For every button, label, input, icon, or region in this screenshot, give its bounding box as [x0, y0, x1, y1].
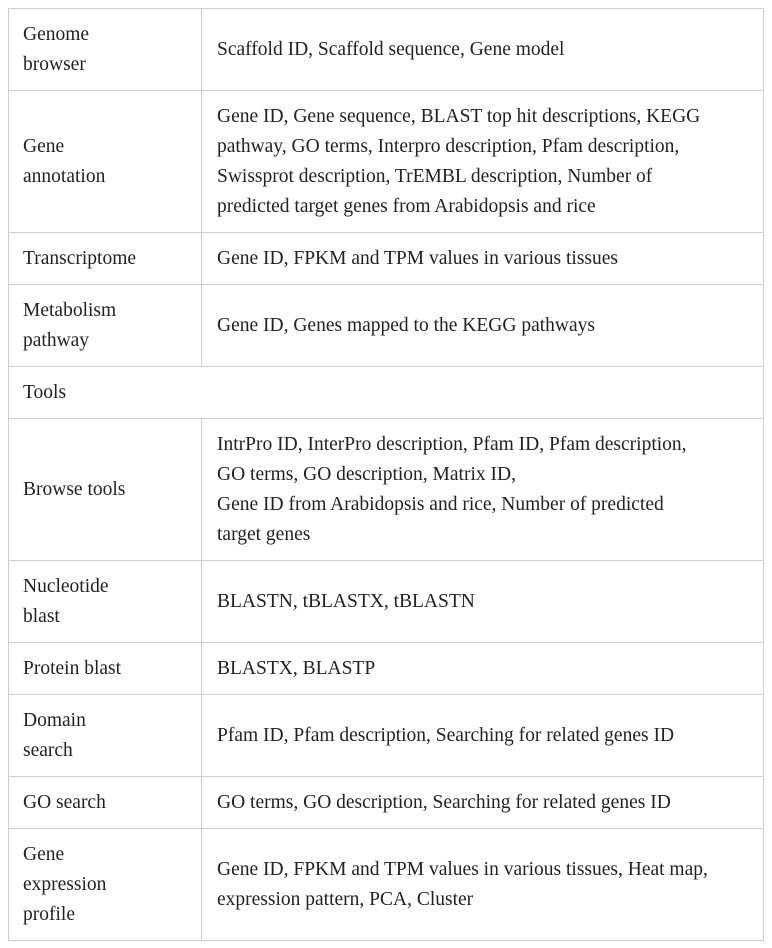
table-row — [9, 829, 764, 941]
row-content — [202, 419, 764, 561]
row-label-line: search — [23, 739, 73, 761]
table-row — [9, 695, 764, 777]
row-content-line: Pfam ID, Pfam description, Searching for related genes ID — [217, 724, 675, 746]
row-label-line: Gene — [23, 135, 65, 157]
row-content — [202, 643, 764, 695]
row-content-line: Gene ID, Gene sequence, BLAST top hit descriptions, KEGG — [217, 105, 701, 127]
row-label — [9, 829, 202, 941]
row-label-line: blast — [23, 605, 60, 627]
table-row — [9, 643, 764, 695]
row-label-line: pathway — [23, 329, 90, 351]
row-label-line: Protein blast — [23, 657, 122, 679]
row-label — [9, 419, 202, 561]
row-content — [202, 829, 764, 941]
features-table-container — [8, 8, 764, 941]
row-label-line: GO search — [23, 791, 106, 813]
row-content-line: predicted target genes from Arabidopsis and rice — [217, 195, 596, 217]
table-row — [9, 285, 764, 367]
row-content-line: pathway, GO terms, Interpro description, Pfam description, — [217, 135, 680, 157]
row-content-line: GO terms, GO description, Searching for related genes ID — [217, 791, 671, 813]
row-label-line: browser — [23, 53, 86, 75]
row-label-line: expression — [23, 873, 107, 895]
row-label — [9, 695, 202, 777]
table-row — [9, 233, 764, 285]
row-content-line: BLASTX, BLASTP — [217, 657, 376, 679]
row-label — [9, 643, 202, 695]
row-label — [9, 233, 202, 285]
row-content-line: Gene ID from Arabidopsis and rice, Number of predicted — [217, 493, 664, 515]
table-row — [9, 91, 764, 233]
row-label-line: annotation — [23, 165, 106, 187]
row-content-line: GO terms, GO description, Matrix ID, — [217, 463, 516, 485]
row-content — [202, 233, 764, 285]
row-label-line: Genome — [23, 23, 90, 45]
row-content — [202, 9, 764, 91]
row-content-line: BLASTN, tBLASTX, tBLASTN — [217, 590, 475, 612]
row-label-line: Domain — [23, 709, 86, 731]
row-content-line: Gene ID, Genes mapped to the KEGG pathways — [217, 314, 595, 336]
features-table — [8, 8, 764, 941]
section-heading: Tools — [9, 367, 764, 419]
row-content-line: Scaffold ID, Scaffold sequence, Gene model — [217, 38, 565, 60]
row-label — [9, 9, 202, 91]
row-content-line: IntrPro ID, InterPro description, Pfam ID, Pfam description, — [217, 433, 687, 455]
row-label-line: Browse tools — [23, 478, 126, 500]
table-row — [9, 9, 764, 91]
table-row — [9, 561, 764, 643]
row-label-line: Metabolism — [23, 299, 117, 321]
row-content — [202, 777, 764, 829]
row-content-line: expression pattern, PCA, Cluster — [217, 888, 474, 910]
row-label-line: profile — [23, 903, 75, 925]
row-content-line: Swissprot description, TrEMBL description, Number of — [217, 165, 653, 187]
row-content-line: Gene ID, FPKM and TPM values in various tissues — [217, 247, 618, 269]
row-content-line: Gene ID, FPKM and TPM values in various tissues, Heat map, — [217, 858, 708, 880]
row-label-line: Transcriptome — [23, 247, 137, 269]
row-label — [9, 561, 202, 643]
section-row — [9, 367, 764, 419]
row-label — [9, 91, 202, 233]
table-row — [9, 777, 764, 829]
row-label — [9, 285, 202, 367]
row-content — [202, 91, 764, 233]
table-row — [9, 419, 764, 561]
row-content — [202, 285, 764, 367]
row-label-line: Gene — [23, 843, 65, 865]
row-content — [202, 561, 764, 643]
row-content — [202, 695, 764, 777]
row-label-line: Nucleotide — [23, 575, 109, 597]
row-label — [9, 777, 202, 829]
row-content-line: target genes — [217, 523, 311, 545]
